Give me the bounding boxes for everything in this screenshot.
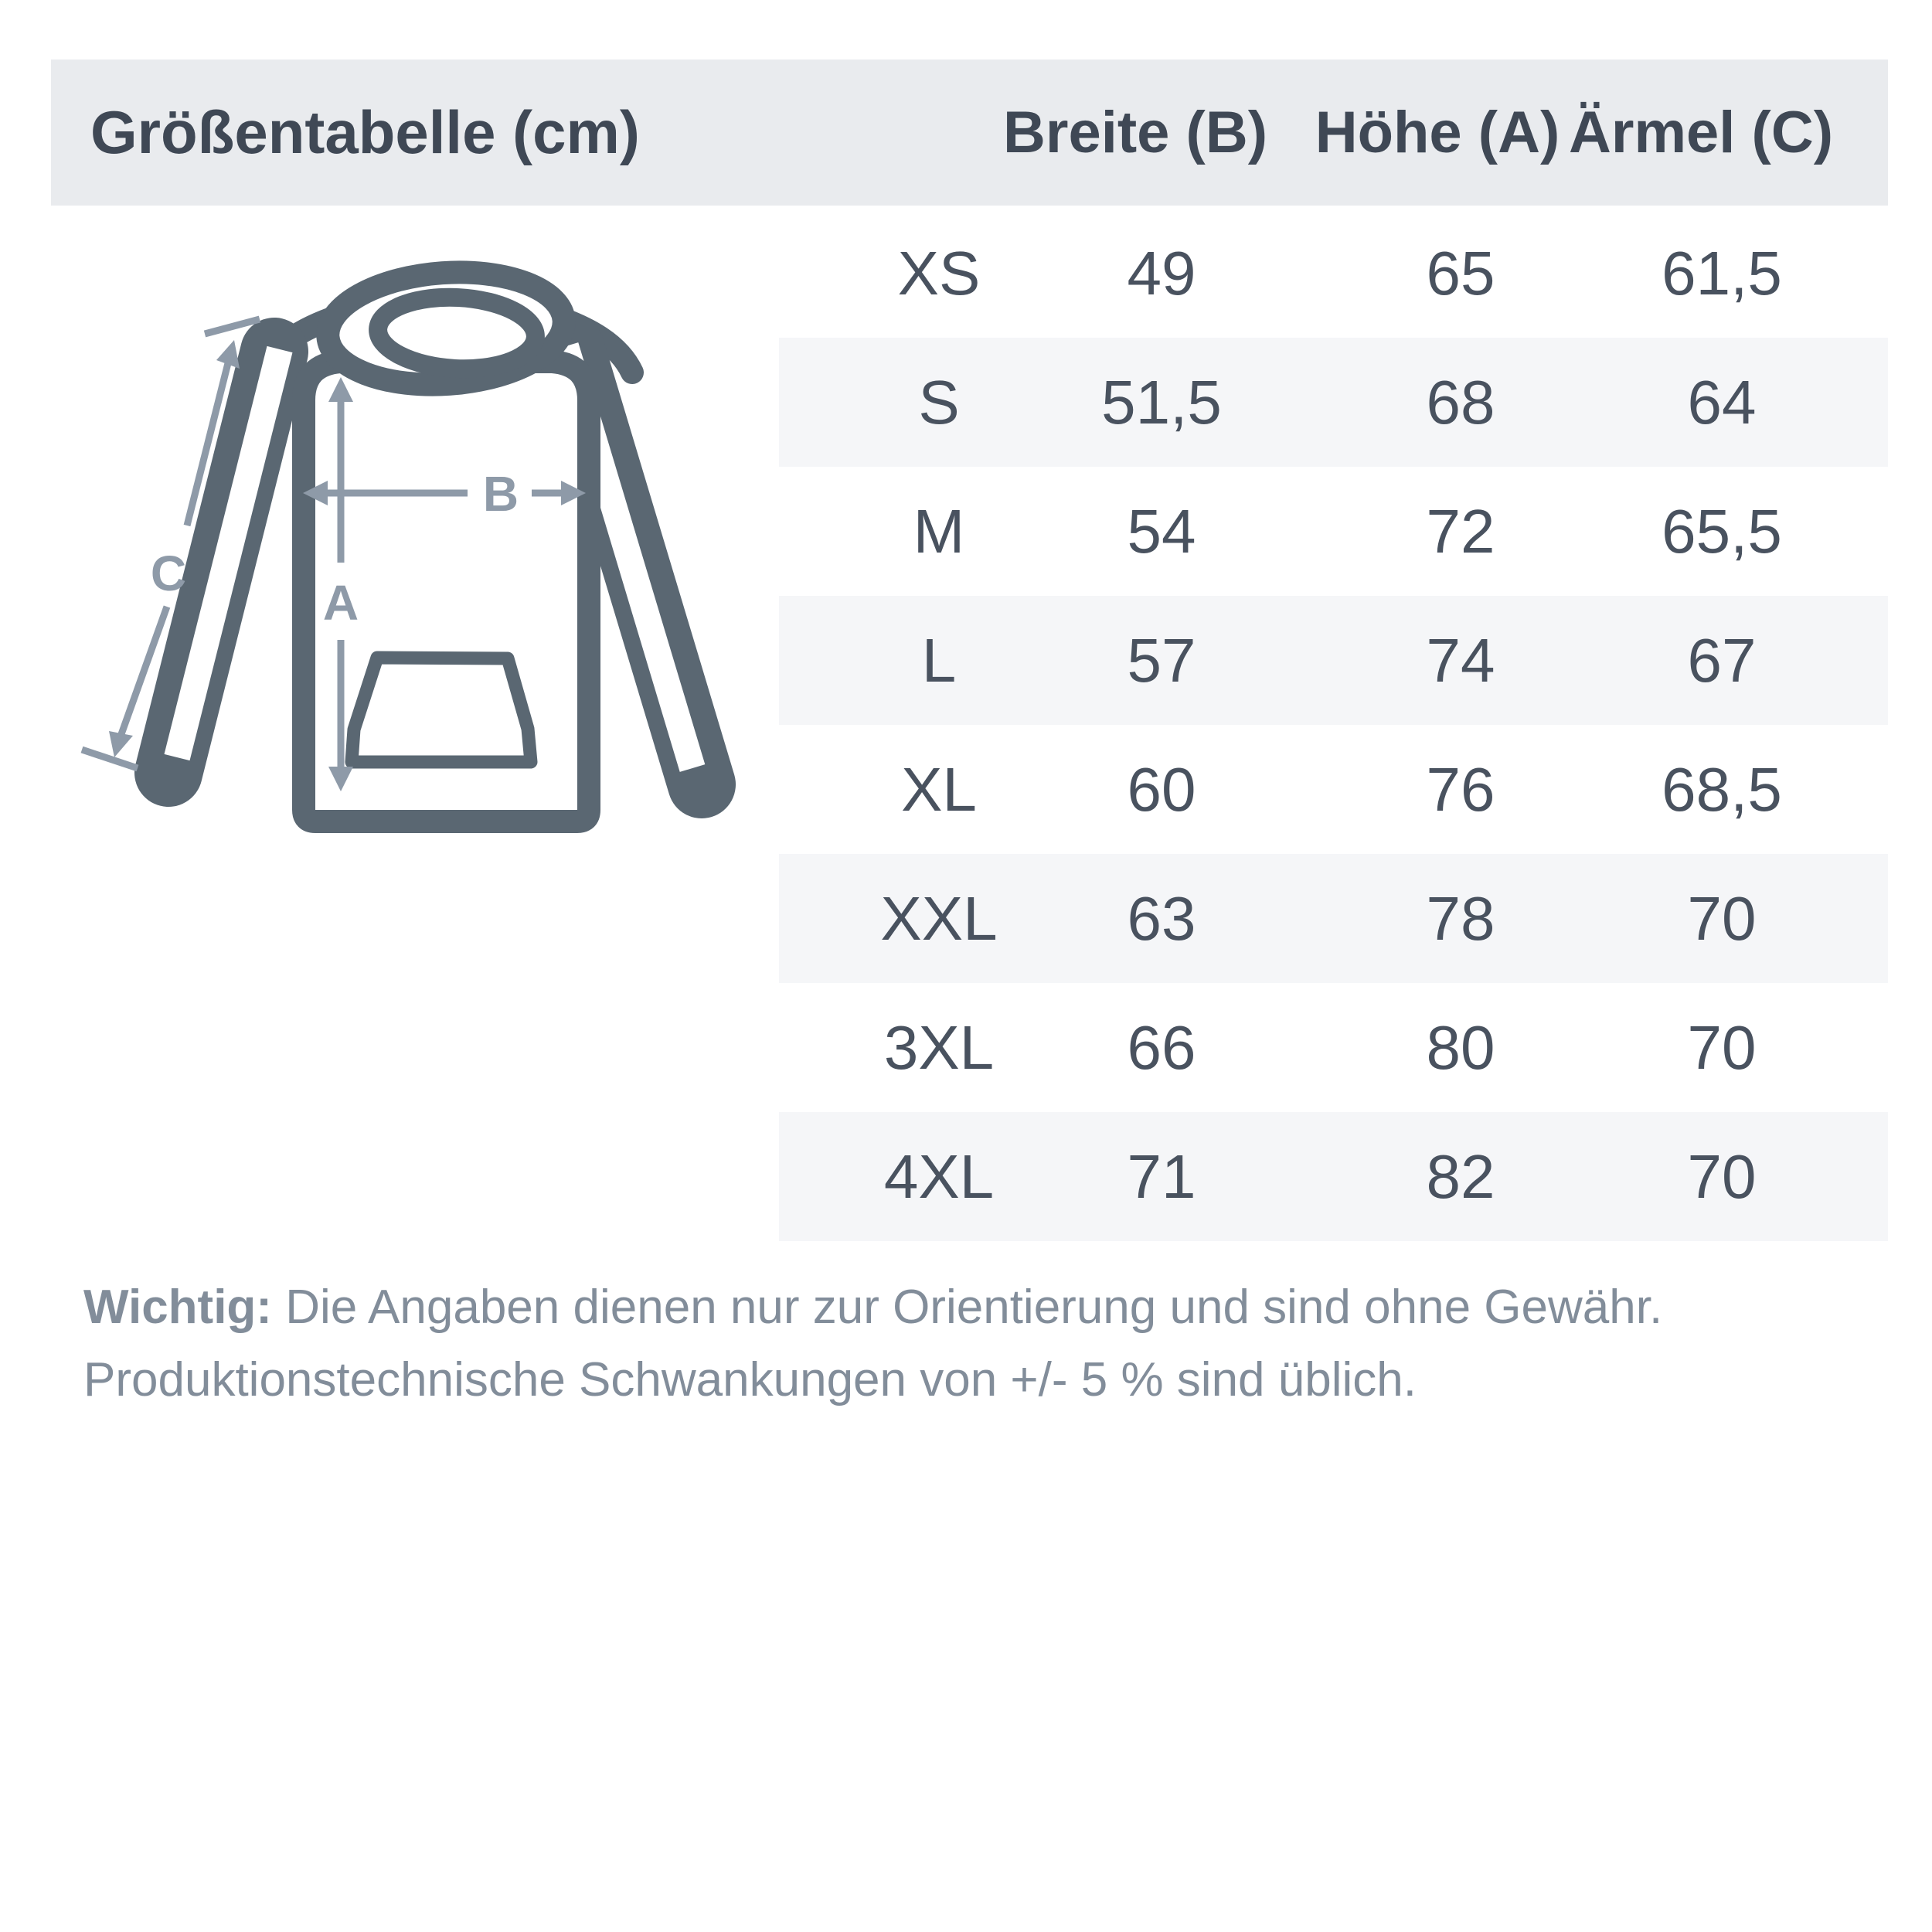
- hoodie-measurement-diagram: [70, 216, 804, 873]
- value-aermel: 70: [1687, 884, 1757, 953]
- size-label: XL: [901, 755, 977, 824]
- value-breite: 66: [1127, 1013, 1196, 1082]
- size-label: L: [921, 626, 957, 695]
- size-label: M: [913, 497, 965, 566]
- size-table: [779, 209, 1888, 1241]
- size-label: S: [918, 368, 960, 437]
- table-row: [779, 854, 1888, 983]
- value-aermel: 67: [1687, 626, 1757, 695]
- value-aermel: 65,5: [1662, 497, 1782, 566]
- value-breite: 49: [1127, 239, 1196, 308]
- value-breite: 71: [1127, 1142, 1196, 1211]
- value-aermel: 70: [1687, 1013, 1757, 1082]
- table-header-band: [51, 60, 1888, 206]
- label-a: A: [322, 575, 359, 631]
- column-header-0: Breite (B): [1002, 100, 1268, 165]
- size-label: XS: [897, 239, 981, 308]
- value-hoehe: 74: [1426, 626, 1495, 695]
- hood: [324, 265, 567, 393]
- size-label: 4XL: [883, 1142, 995, 1211]
- disclaimer-note: [83, 1271, 1884, 1417]
- value-breite: 63: [1127, 884, 1196, 953]
- table-row: [779, 596, 1888, 725]
- disclaimer-line1: Die Angaben dienen nur zur Orientierung und sind ohne Gewähr.: [285, 1281, 1663, 1334]
- table-row: [779, 1112, 1888, 1241]
- value-aermel: 68,5: [1662, 755, 1782, 824]
- value-hoehe: 68: [1426, 368, 1495, 437]
- value-hoehe: 82: [1426, 1142, 1495, 1211]
- value-breite: 51,5: [1101, 368, 1222, 437]
- value-aermel: 61,5: [1662, 239, 1782, 308]
- value-hoehe: 78: [1426, 884, 1495, 953]
- value-breite: 54: [1127, 497, 1196, 566]
- kangaroo-pocket: [352, 658, 531, 762]
- label-c: C: [150, 546, 187, 601]
- value-hoehe: 80: [1426, 1013, 1495, 1082]
- table-row: [779, 467, 1888, 596]
- table-row: [779, 725, 1888, 854]
- page-title: Größentabelle (cm): [90, 98, 640, 166]
- column-header-2: Ärmel (C): [1568, 100, 1834, 165]
- value-breite: 60: [1127, 755, 1196, 824]
- size-label: XXL: [880, 884, 998, 953]
- value-hoehe: 65: [1426, 239, 1495, 308]
- hoodie-diagram-svg: [70, 216, 804, 873]
- label-b: B: [482, 466, 519, 522]
- value-hoehe: 72: [1426, 497, 1495, 566]
- value-aermel: 64: [1687, 368, 1757, 437]
- value-breite: 57: [1127, 626, 1196, 695]
- table-row: [779, 338, 1888, 467]
- size-label: 3XL: [883, 1013, 995, 1082]
- value-aermel: 70: [1687, 1142, 1757, 1211]
- disclaimer-line2: Produktionstechnische Schwankungen von +/- 5 % sind üblich.: [83, 1353, 1417, 1406]
- disclaimer-intro: Wichtig:: [83, 1281, 272, 1334]
- value-hoehe: 76: [1426, 755, 1495, 824]
- table-row: [779, 983, 1888, 1112]
- column-header-1: Höhe (A): [1315, 100, 1560, 165]
- table-row: [779, 209, 1888, 338]
